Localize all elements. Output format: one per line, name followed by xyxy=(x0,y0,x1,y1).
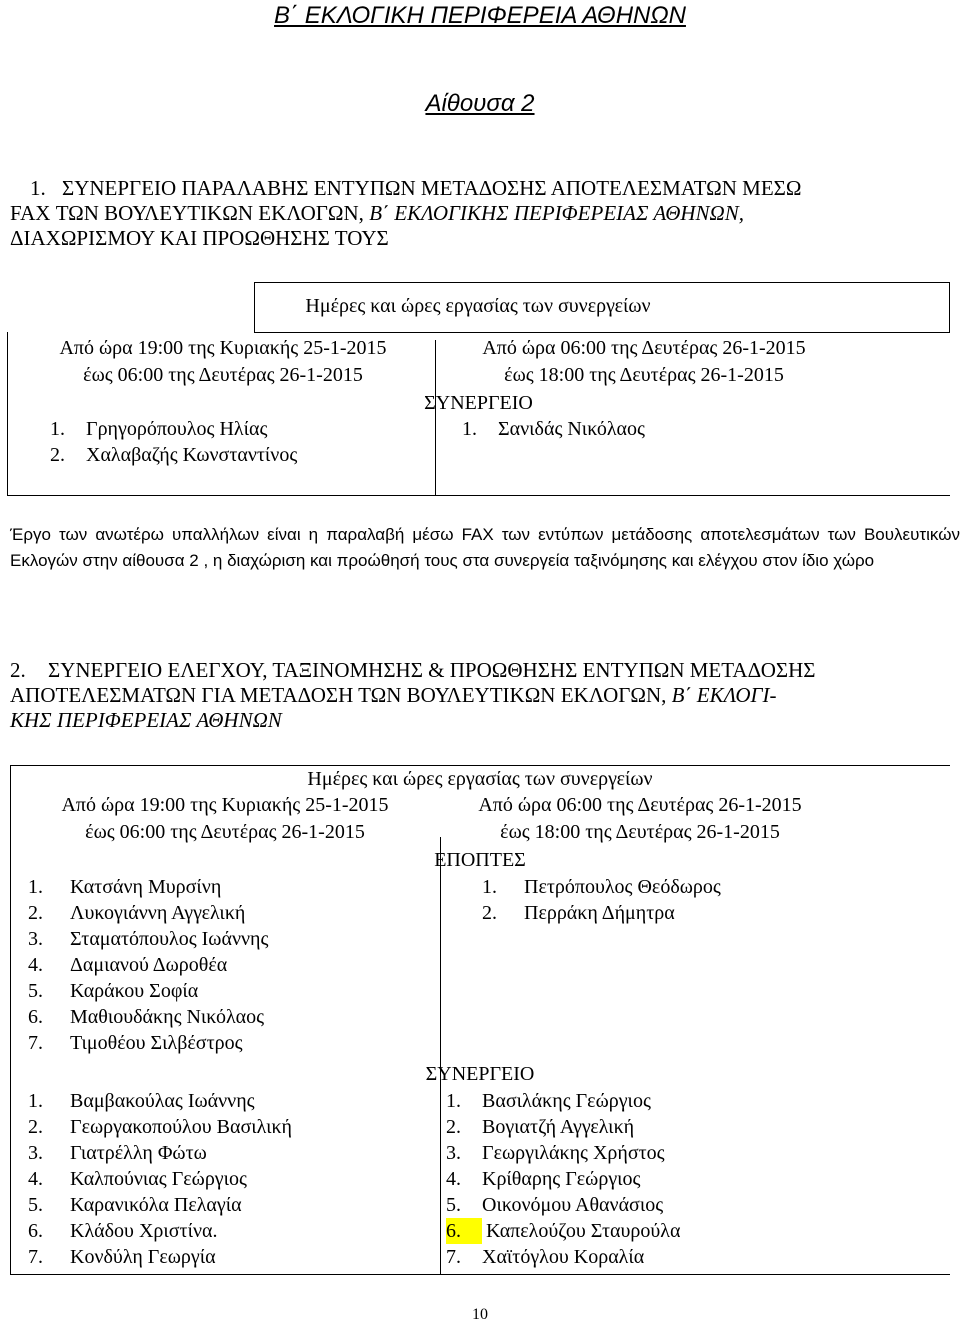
list-item-name: Κλάδου Χριστίνα. xyxy=(70,1220,218,1242)
list-item-number: 5. xyxy=(28,1194,43,1216)
list-item-number: 1. xyxy=(50,418,65,440)
list-item-name: Γεωργιλάκης Χρήστος xyxy=(482,1142,665,1164)
list-item-name: Καρανικόλα Πελαγία xyxy=(70,1194,242,1216)
list-item-number: 7. xyxy=(28,1246,43,1268)
list-item-name: Οικονόμου Αθανάσιος xyxy=(482,1194,664,1216)
list-item-number: 4. xyxy=(446,1168,461,1190)
list-item-number: 1. xyxy=(28,1090,43,1112)
list-item-name: Κρίθαρης Γεώργιος xyxy=(482,1168,641,1190)
section2-shift1-start: Από ώρα 19:00 της Κυριακής 25-1-2015 xyxy=(61,794,389,816)
list-item-number: 3. xyxy=(28,928,43,950)
section1-heading xyxy=(10,176,955,251)
section1-left-members xyxy=(50,416,297,468)
list-item xyxy=(28,1088,292,1114)
list-item xyxy=(28,1244,292,1270)
section2-heading-line3: ΚΗΣ ΠΕΡΙΦΕΡΕΙΑΣ ΑΘΗΝΩΝ xyxy=(10,708,282,732)
list-item-name: Δαμιανού Δωροθέα xyxy=(70,954,228,976)
list-item-name: Χαλαβαζής Κωνσταντίνος xyxy=(86,444,298,466)
section2-left-supervisors xyxy=(28,874,268,1056)
section1-heading-line2a: FAX ΤΩΝ ΒΟΥΛΕΥΤΙΚΩΝ ΕΚΛΟΓΩΝ, xyxy=(10,201,370,225)
section2-supervisors-label: ΕΠΟΠΤΕΣ xyxy=(434,849,526,871)
list-item-number: 6. xyxy=(28,1006,43,1028)
list-item xyxy=(28,1114,292,1140)
list-item xyxy=(28,1166,292,1192)
list-item xyxy=(446,1192,680,1218)
list-item-name: Κατσάνη Μυρσίνη xyxy=(70,876,222,898)
section2-caption: Ημέρες και ώρες εργασίας των συνεργείων xyxy=(307,768,653,790)
list-item-name: Κονδύλη Γεωργία xyxy=(70,1246,216,1268)
section2-right-members xyxy=(446,1088,680,1270)
section1-shift1 xyxy=(13,335,433,389)
section1-schedule-table xyxy=(7,282,950,496)
list-item xyxy=(50,442,297,468)
list-item-number: 4. xyxy=(28,1168,43,1190)
list-item-name: Μαθιουδάκης Νικόλαος xyxy=(70,1006,265,1028)
list-item xyxy=(446,1114,680,1140)
list-item-number: 3. xyxy=(28,1142,43,1164)
section2-shift2 xyxy=(435,792,845,846)
section2-heading-line1: ΣΥΝΕΡΓΕΙΟ ΕΛΕΓΧΟΥ, ΤΑΞΙΝΟΜΗΣΗΣ & ΠΡΟΩΘΗΣΗΣ ΕΝΤΥΠΩΝ ΜΕΤΑΔΟΣΗΣ xyxy=(48,658,816,682)
list-item-number: 5. xyxy=(28,980,43,1002)
section1-shift2 xyxy=(439,335,849,389)
section2-right-supervisors xyxy=(482,874,721,926)
section2-heading xyxy=(10,658,955,733)
district-title: Β΄ ΕΚΛΟΓΙΚΗ ΠΕΡΙΦΕΡΕΙΑ ΑΘΗΝΩΝ xyxy=(274,2,686,29)
section1-shift1-start: Από ώρα 19:00 της Κυριακής 25-1-2015 xyxy=(59,337,387,359)
list-item-number: 2. xyxy=(482,902,497,924)
section2-schedule-table xyxy=(10,765,950,1275)
list-item-number: 6. xyxy=(446,1218,482,1244)
section1-shift2-start: Από ώρα 06:00 της Δευτέρας 26-1-2015 xyxy=(482,337,806,359)
list-item-number: 2. xyxy=(446,1116,461,1138)
list-item xyxy=(446,1088,680,1114)
section2-shift2-end: έως 18:00 της Δευτέρας 26-1-2015 xyxy=(500,821,780,843)
list-item-number: 1. xyxy=(446,1090,461,1112)
list-item-name: Καλπούνιας Γεώργιος xyxy=(70,1168,247,1190)
list-item-number: 2. xyxy=(50,444,65,466)
list-item-name: Σανιδάς Νικόλαος xyxy=(498,418,645,440)
list-item-name: Λυκογιάννη Αγγελική xyxy=(70,902,246,924)
list-item-number: 7. xyxy=(28,1032,43,1054)
section1-group-label: ΣΥΝΕΡΓΕΙΟ xyxy=(424,392,533,414)
list-item xyxy=(28,1218,292,1244)
list-item-number: 1. xyxy=(482,876,497,898)
section1-number: 1. xyxy=(30,176,46,200)
list-item xyxy=(28,900,268,926)
list-item-name: Γρηγορόπουλος Ηλίας xyxy=(86,418,268,440)
list-item xyxy=(28,1140,292,1166)
section2-heading-line2b: Β΄ ΕΚΛΟΓΙ- xyxy=(671,683,777,707)
list-item xyxy=(446,1140,680,1166)
list-item-number: 2. xyxy=(28,902,43,924)
list-item xyxy=(50,416,297,442)
hall-title: Αίθουσα 2 xyxy=(425,90,535,117)
list-item xyxy=(28,1004,268,1030)
list-item-name: Περράκη Δήμητρα xyxy=(524,902,675,924)
list-item-number: 2. xyxy=(28,1116,43,1138)
list-item-name: Χαϊτόγλου Κοραλία xyxy=(482,1246,645,1268)
list-item xyxy=(28,1192,292,1218)
list-item-number: 4. xyxy=(28,954,43,976)
list-item-name: Καράκου Σοφία xyxy=(70,980,199,1002)
list-item-name: Καπελούζου Σταυρούλα xyxy=(486,1220,681,1242)
list-item-name: Τιμοθέου Σιλβέστρος xyxy=(70,1032,243,1054)
list-item xyxy=(462,416,645,442)
list-item xyxy=(482,874,721,900)
list-item-name: Βαμβακούλας Ιωάννης xyxy=(70,1090,255,1112)
list-item-name: Σταματόπουλος Ιωάννης xyxy=(70,928,269,950)
list-item xyxy=(446,1244,680,1270)
list-item-name: Βασιλάκης Γεώργιος xyxy=(482,1090,651,1112)
list-item-number: 6. xyxy=(28,1220,43,1242)
section1-shift1-end: έως 06:00 της Δευτέρας 26-1-2015 xyxy=(83,364,363,386)
list-item-name: Πετρόπουλος Θεόδωρος xyxy=(524,876,721,898)
section2-shift2-start: Από ώρα 06:00 της Δευτέρας 26-1-2015 xyxy=(478,794,802,816)
section1-right-members xyxy=(462,416,645,442)
list-item-number: 1. xyxy=(28,876,43,898)
list-item-number: 3. xyxy=(446,1142,461,1164)
section2-heading-line2a: ΑΠΟΤΕΛΕΣΜΑΤΩΝ ΓΙΑ ΜΕΤΑΔΟΣΗ ΤΩΝ ΒΟΥΛΕΥΤΙΚΩΝ ΕΚΛΟΓΩΝ, xyxy=(10,683,672,707)
list-item xyxy=(482,900,721,926)
list-item xyxy=(28,1030,268,1056)
list-item-number: 7. xyxy=(446,1246,461,1268)
list-item-name: Γιατρέλλη Φώτω xyxy=(70,1142,207,1164)
section1-heading-line1: ΣΥΝΕΡΓΕΙΟ ΠΑΡΑΛΑΒΗΣ ΕΝΤΥΠΩΝ ΜΕΤΑΔΟΣΗΣ ΑΠΟΤΕΛΕΣΜΑΤΩΝ ΜΕΣΩ xyxy=(62,176,802,200)
page-number: 10 xyxy=(472,1306,488,1323)
list-item xyxy=(28,874,268,900)
section1-heading-line3: ΔΙΑΧΩΡΙΣΜΟΥ ΚΑΙ ΠΡΟΩΘΗΣΗΣ ΤΟΥΣ xyxy=(10,226,389,250)
list-item-number: 1. xyxy=(462,418,477,440)
list-item-number: 5. xyxy=(446,1194,461,1216)
section1-shift2-end: έως 18:00 της Δευτέρας 26-1-2015 xyxy=(504,364,784,386)
list-item xyxy=(28,978,268,1004)
section2-shift1-end: έως 06:00 της Δευτέρας 26-1-2015 xyxy=(85,821,365,843)
section2-left-members xyxy=(28,1088,292,1270)
section1-paragraph: Έργο των ανωτέρω υπαλλήλων είναι η παραλαβή μέσω FAX των εντύπων μετάδοσης αποτελεσμάτων των Βουλευτικών Εκλογών στην αίθουσα 2 , η διαχώριση και προώθησή τους στα συνεργεία ταξινόμησης και ελέγχου στον ίδιο χώρο xyxy=(10,525,960,570)
list-item xyxy=(446,1166,680,1192)
section2-group-label: ΣΥΝΕΡΓΕΙΟ xyxy=(425,1063,535,1085)
list-item-name: Βογιατζή Αγγελική xyxy=(482,1116,635,1138)
section2-shift1 xyxy=(10,792,440,846)
section2-number: 2. xyxy=(10,658,26,682)
section1-heading-line2b: Β΄ ΕΚΛΟΓΙΚΗΣ ΠΕΡΙΦΕΡΕΙΑΣ ΑΘΗΝΩΝ, xyxy=(369,201,744,225)
section1-caption: Ημέρες και ώρες εργασίας των συνεργείων xyxy=(305,295,651,317)
list-item xyxy=(446,1218,680,1244)
list-item xyxy=(28,952,268,978)
list-item xyxy=(28,926,268,952)
list-item-name: Γεωργακοπούλου Βασιλική xyxy=(70,1116,293,1138)
